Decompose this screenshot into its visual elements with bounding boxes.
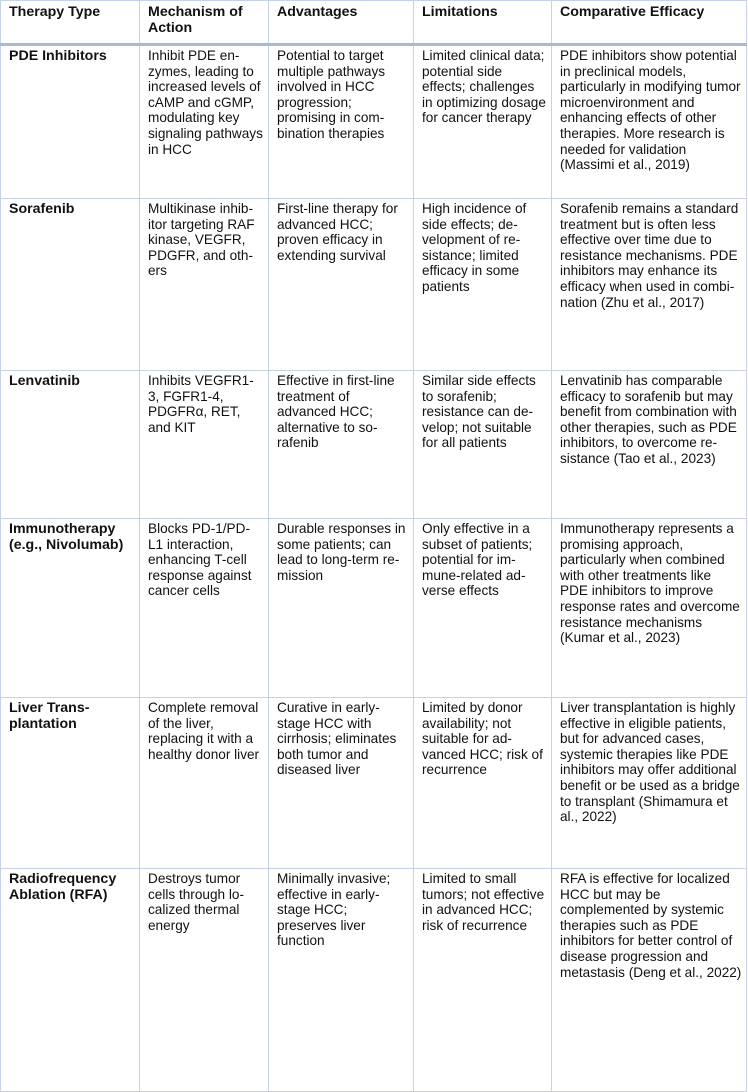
header-comparative-efficacy: Comparative Efficacy (552, 1, 747, 45)
limitations-cell: Only effective in a subset of patients; potential for immune-related adverse effects (414, 519, 552, 698)
mechanism-cell: Complete removal of the liver, replacing it with a healthy donor liver (140, 698, 269, 869)
efficacy-cell: PDE inhibitors show potential in preclinical models, particularly in modifying tumor microenvironment and enhancing effects of other therapies. More research is needed for validation (Massimi et al., 2019) (552, 45, 747, 199)
table-row (1, 45, 747, 199)
mechanism-cell: Destroys tumor cells through localized thermal energy (140, 869, 269, 1092)
advantages-cell: Curative in early-stage HCC with cirrhosis; eliminates both tumor and diseased liver (269, 698, 414, 869)
therapy-type-cell: PDE Inhibitors (1, 45, 140, 199)
mechanism-cell: Inhibits VEGFR1-3, FGFR1-4, PDGFRα, RET, and KIT (140, 371, 269, 519)
efficacy-cell: Sorafenib remains a standard treatment but is often less effective over time due to resistance mechanisms. PDE inhibitors may enhance its efficacy when used in combination (Zhu et al., 2017) (552, 199, 747, 371)
advantages-cell: First-line therapy for advanced HCC; proven efficacy in extending survival (269, 199, 414, 371)
limitations-cell: Similar side effects to sorafenib; resistance can develop; not suitable for all patients (414, 371, 552, 519)
limitations-cell: Limited clinical data; potential side effects; challenges in optimizing dosage for cancer therapy (414, 45, 552, 199)
efficacy-cell: Liver transplantation is highly effective in eligible patients, but for advanced cases, systemic therapies like PDE inhibitors may offer additional benefit or be used as a bridge to transplant (Shimamura et al., 2022) (552, 698, 747, 869)
advantages-cell: Potential to target multiple pathways involved in HCC progression; promising in combination therapies (269, 45, 414, 199)
advantages-cell: Effective in first-line treatment of advanced HCC; alternative to sorafenib (269, 371, 414, 519)
header-mechanism-of-action: Mechanism of Action (140, 1, 269, 45)
advantages-cell: Minimally invasive; effective in early-stage HCC; preserves liver function (269, 869, 414, 1092)
advantages-cell: Durable responses in some patients; can lead to long-term remission (269, 519, 414, 698)
therapy-type-cell: Immunotherapy (e.g., Nivolumab) (1, 519, 140, 698)
table-body (1, 45, 747, 1092)
table-row (1, 698, 747, 869)
efficacy-cell: Lenvatinib has comparable efficacy to sorafenib but may benefit from combination with other therapies, such as PDE inhibitors, to overcome resistance (Tao et al., 2023) (552, 371, 747, 519)
limitations-cell: Limited by donor availability; not suitable for advanced HCC; risk of recurrence (414, 698, 552, 869)
mechanism-cell: Multikinase inhibitor targeting RAF kinase, VEGFR, PDGFR, and others (140, 199, 269, 371)
table-row (1, 869, 747, 1092)
therapy-type-cell: Lenvatinib (1, 371, 140, 519)
therapy-type-cell: Sorafenib (1, 199, 140, 371)
header-advantages: Advantages (269, 1, 414, 45)
table-row (1, 371, 747, 519)
efficacy-cell: Immunotherapy represents a promising approach, particularly when combined with other treatments like PDE inhibitors to improve response rates and overcome resistance mechanisms (Kumar et al., 2023) (552, 519, 747, 698)
efficacy-cell: RFA is effective for localized HCC but may be complemented by systemic therapies such as PDE inhibitors for better control of disease progression and metastasis (Deng et al., 2022) (552, 869, 747, 1092)
limitations-cell: Limited to small tumors; not effective in advanced HCC; risk of recurrence (414, 869, 552, 1092)
therapy-type-cell: Liver Transplantation (1, 698, 140, 869)
limitations-cell: High incidence of side effects; development of resistance; limited efficacy in some patients (414, 199, 552, 371)
therapy-type-cell: Radiofrequency Ablation (RFA) (1, 869, 140, 1092)
mechanism-cell: Inhibit PDE enzymes, leading to increased levels of cAMP and cGMP, modulating key signaling pathways in HCC (140, 45, 269, 199)
header-therapy-type: Therapy Type (1, 1, 140, 45)
header-row (1, 1, 747, 45)
header-limitations: Limitations (414, 1, 552, 45)
table-row (1, 519, 747, 698)
table-row (1, 199, 747, 371)
mechanism-cell: Blocks PD-1/PD-L1 interaction, enhancing T-cell response against cancer cells (140, 519, 269, 698)
table-header (1, 1, 747, 45)
